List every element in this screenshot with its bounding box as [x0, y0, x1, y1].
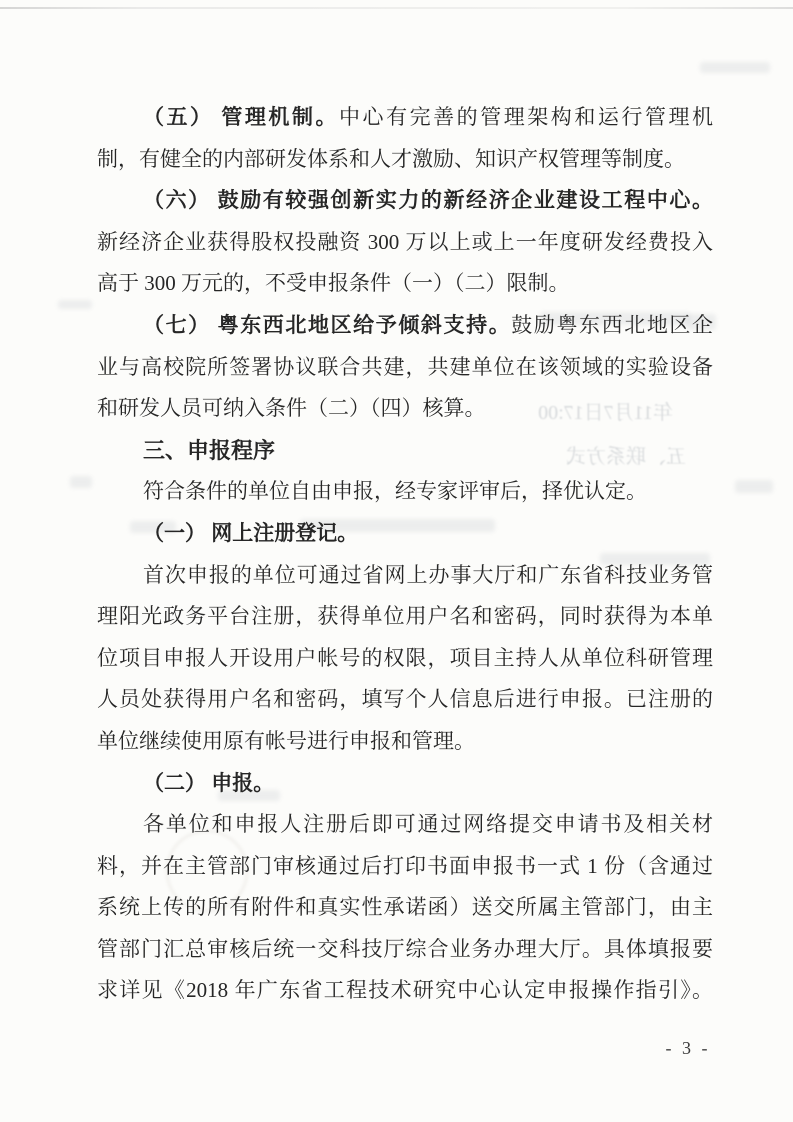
text-line: [97, 679, 713, 721]
text-line: [97, 638, 713, 680]
bold-lead-text: （一） 网上注册登记。: [143, 520, 359, 545]
text-line: [97, 596, 713, 638]
text-line: [97, 222, 713, 264]
line-text: 求详见《2018 年广东省工程技术研究中心认定申报操作指引》。: [97, 978, 713, 1003]
bleedthrough-smudge: [58, 300, 92, 309]
bold-lead-text: （七） 粤东西北地区给予倾斜支持。: [143, 312, 512, 337]
line-text: 各单位和申报人注册后即可通过网络提交申请书及相关材: [143, 812, 713, 837]
text-line: [97, 846, 713, 888]
line-text: 位项目申报人开设用户帐号的权限，项目主持人从单位科研管理: [97, 645, 713, 670]
text-line: [97, 763, 713, 805]
text-line: [97, 555, 713, 597]
line-text: 中心有完善的管理架构和运行管理机: [339, 105, 713, 129]
bold-lead-text: （二） 申报。: [143, 770, 275, 795]
line-text: 高于 300 万元的，不受申报条件（一）（二）限制。: [97, 271, 570, 296]
text-line: [97, 929, 713, 971]
text-line: [97, 139, 713, 181]
line-text: 制，有健全的内部研发体系和人才激励、知识产权管理等制度。: [97, 146, 685, 171]
line-text: 料，并在主管部门审核通过后打印书面申报书一式 1 份（含通过: [97, 853, 713, 878]
bleedthrough-smudge: [735, 480, 773, 493]
page-number: - 3 -: [665, 1038, 711, 1058]
line-text: 业与高校院所签署协议联合共建，共建单位在该领域的实验设备: [97, 354, 713, 379]
text-line: [97, 513, 713, 555]
line-text: 首次申报的单位可通过省网上办事大厅和广东省科技业务管: [143, 562, 713, 587]
line-text: 理阳光政务平台注册，获得单位用户名和密码，同时获得为本单: [97, 604, 713, 629]
text-line: [97, 970, 713, 1012]
text-line: [97, 347, 713, 389]
scan-edge-line: [0, 7, 793, 9]
bleedthrough-smudge: [70, 476, 92, 488]
bleedthrough-smudge: [700, 62, 770, 73]
text-line: [97, 471, 713, 513]
line-text: 管部门汇总审核后统一交科技厅综合业务办理大厅。具体填报要: [97, 936, 713, 961]
bleedthrough-text: 五、联系方式: [566, 446, 686, 468]
text-line: [97, 305, 713, 347]
bold-lead-text: （六） 鼓励有较强创新实力的新经济企业建设工程中心。: [143, 188, 713, 213]
line-text: 新经济企业获得股权投融资 300 万以上或上一年度研发经费投入: [97, 229, 713, 254]
text-line: [97, 721, 713, 763]
line-text: 和研发人员可纳入条件（二）（四）核算。: [97, 396, 486, 421]
document-body: [97, 97, 713, 1012]
line-text: 符合条件的单位自由申报，经专家评审后，择优认定。: [143, 479, 647, 504]
line-text: 鼓励粤东西北地区企: [511, 312, 713, 337]
text-line: [97, 388, 713, 430]
text-line: [97, 97, 713, 139]
line-text: 单位继续使用原有帐号进行申报和管理。: [97, 728, 475, 753]
bold-lead-text: 三、申报程序: [143, 437, 276, 463]
bold-lead-text: （五） 管理机制。: [143, 105, 340, 129]
text-line: [97, 887, 713, 929]
text-line: [97, 804, 713, 846]
line-text: 系统上传的所有附件和真实性承诺函）送交所属主管部门，由主: [97, 895, 713, 920]
text-line: [97, 180, 713, 222]
line-text: 人员处获得用户名和密码，填写个人信息后进行申报。已注册的: [97, 687, 713, 712]
text-line: [97, 430, 713, 472]
text-line: [97, 263, 713, 305]
bleedthrough-text: 年11月7日17:00: [538, 402, 673, 424]
